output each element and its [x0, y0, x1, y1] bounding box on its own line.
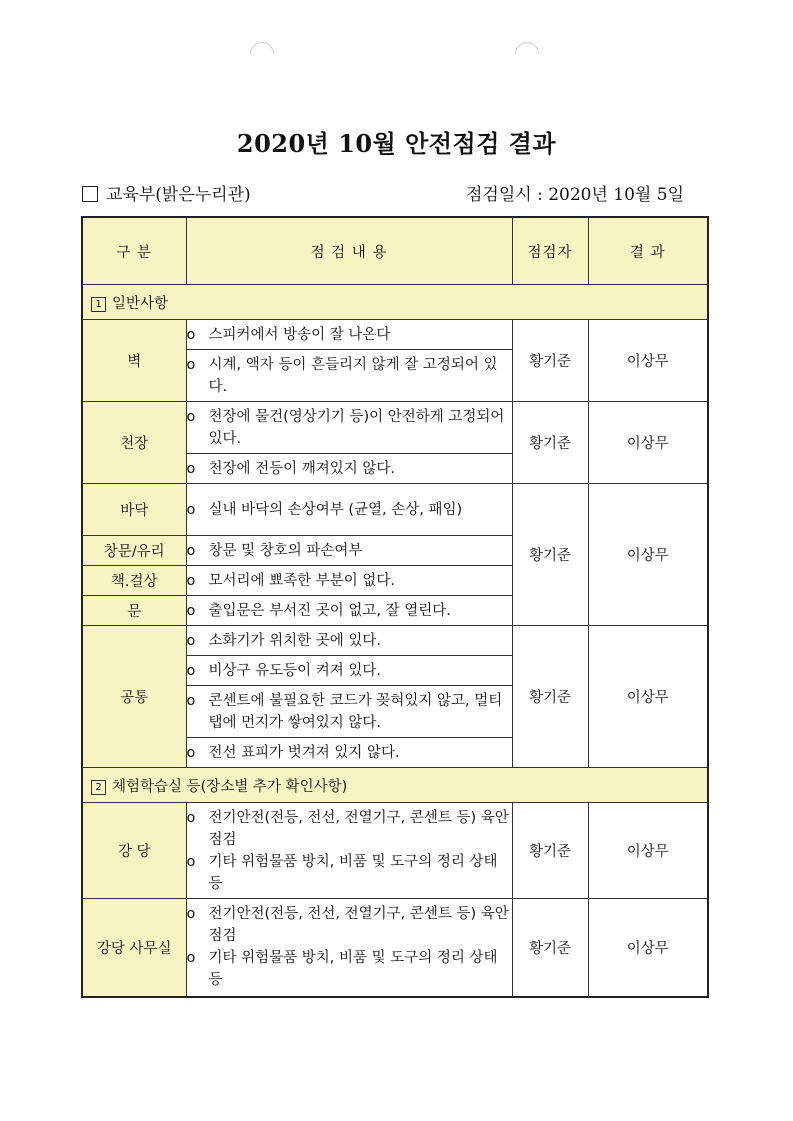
- inspector-cell: 황기준: [512, 803, 588, 899]
- category-hall-office: 강당 사무실: [82, 899, 186, 997]
- bullet: o: [186, 906, 196, 923]
- section-label: 체험학습실 등(장소별 추가 확인사항): [112, 778, 348, 795]
- category-window: 창문/유리: [82, 536, 186, 566]
- bullet: o: [186, 572, 196, 589]
- check-item: o 소화기가 위치한 곳에 있다.: [186, 626, 512, 656]
- inspector-cell: 황기준: [512, 402, 588, 484]
- bullet: o: [186, 460, 196, 477]
- section-1: [82, 285, 708, 320]
- inspector-cell: 황기준: [512, 626, 588, 768]
- header-category: 구 분: [82, 217, 186, 285]
- bullet: o: [186, 602, 196, 619]
- check-item: o 전기안전(전등, 전선, 전열기구, 콘센트 등) 육안점검 o 기타 위험물품 방치, 비품 및 도구의 정리 상태 등: [186, 803, 512, 899]
- inspection-date: 점검일시 : 2020년 10월 5일: [465, 185, 684, 205]
- check-item: o 창문 및 창호의 파손여부: [186, 536, 512, 566]
- check-item: o 모서리에 뾰족한 부분이 없다.: [186, 566, 512, 596]
- table-row: [82, 320, 708, 350]
- table-row: [82, 899, 708, 997]
- bullet: o: [186, 853, 196, 870]
- check-item: o 실내 바닥의 손상여부 (균열, 손상, 패임): [186, 484, 512, 536]
- inspector-cell: 황기준: [512, 484, 588, 626]
- bullet: o: [186, 950, 196, 967]
- bullet: o: [186, 542, 196, 559]
- result-cell: 이상무: [588, 899, 708, 997]
- punch-hole-left: [245, 37, 279, 71]
- bullet: o: [186, 632, 196, 649]
- table-header-row: [82, 217, 708, 285]
- bullet: o: [186, 326, 196, 343]
- header-inspector: 점검자: [512, 217, 588, 285]
- page-title: 2020년 10월 안전점검 결과: [236, 129, 557, 158]
- check-item: o 시계, 액자 등이 흔들리지 않게 잘 고정되어 있다.: [186, 350, 512, 402]
- section-number: 1: [91, 297, 106, 312]
- bullet: o: [186, 408, 196, 425]
- category-common: 공통: [82, 626, 186, 768]
- check-item: o 출입문은 부서진 곳이 없고, 잘 열린다.: [186, 596, 512, 626]
- result-cell: 이상무: [588, 803, 708, 899]
- check-item: o 비상구 유도등이 켜져 있다.: [186, 656, 512, 686]
- table-row: [82, 626, 708, 656]
- category-floor: 바닥: [82, 484, 186, 536]
- checkbox-icon: [82, 186, 98, 202]
- table-row: [82, 402, 708, 454]
- section-label: 일반사항: [112, 295, 169, 312]
- check-item: o 천장에 물건(영상기기 등)이 안전하게 고정되어 있다.: [186, 402, 512, 454]
- category-desk: 책.걸상: [82, 566, 186, 596]
- category-wall: 벽: [82, 320, 186, 402]
- bullet: o: [186, 662, 196, 679]
- section-row: [82, 768, 708, 803]
- bullet: o: [186, 501, 196, 518]
- bullet: o: [186, 356, 196, 373]
- check-item: o 콘센트에 불필요한 코드가 꽂혀있지 않고, 멀티탭에 먼지가 쌓여있지 않다.: [186, 686, 512, 738]
- result-cell: 이상무: [588, 320, 708, 402]
- check-item: o 스피커에서 방송이 잘 나온다: [186, 320, 512, 350]
- category-door: 문: [82, 596, 186, 626]
- category-ceiling: 천장: [82, 402, 186, 484]
- check-item: o 천장에 전등이 깨져있지 않다.: [186, 454, 512, 484]
- section-2: [82, 768, 708, 803]
- check-item: o 전선 표피가 벗겨져 있지 않다.: [186, 738, 512, 768]
- result-cell: 이상무: [588, 402, 708, 484]
- location-line: [82, 180, 251, 205]
- header-result: 결 과: [588, 217, 708, 285]
- section-row: [82, 285, 708, 320]
- check-item: o 전기안전(전등, 전선, 전열기구, 콘센트 등) 육안점검 o 기타 위험물품 방치, 비품 및 도구의 정리 상태 등: [186, 899, 512, 997]
- meta-line: [82, 180, 710, 208]
- header-content: 점 검 내 용: [186, 217, 512, 285]
- table-row: [82, 803, 708, 899]
- bullet: o: [186, 692, 196, 709]
- punch-hole-right: [510, 37, 544, 71]
- inspector-cell: 황기준: [512, 320, 588, 402]
- table-row: [82, 484, 708, 536]
- result-cell: 이상무: [588, 484, 708, 626]
- result-cell: 이상무: [588, 626, 708, 768]
- bullet: o: [186, 744, 196, 761]
- inspection-table: [81, 216, 709, 998]
- inspector-cell: 황기준: [512, 899, 588, 997]
- section-number: 2: [91, 780, 106, 795]
- location-label: 교육부(밝은누리관): [106, 185, 251, 205]
- bullet: o: [186, 809, 196, 826]
- category-hall: 강 당: [82, 803, 186, 899]
